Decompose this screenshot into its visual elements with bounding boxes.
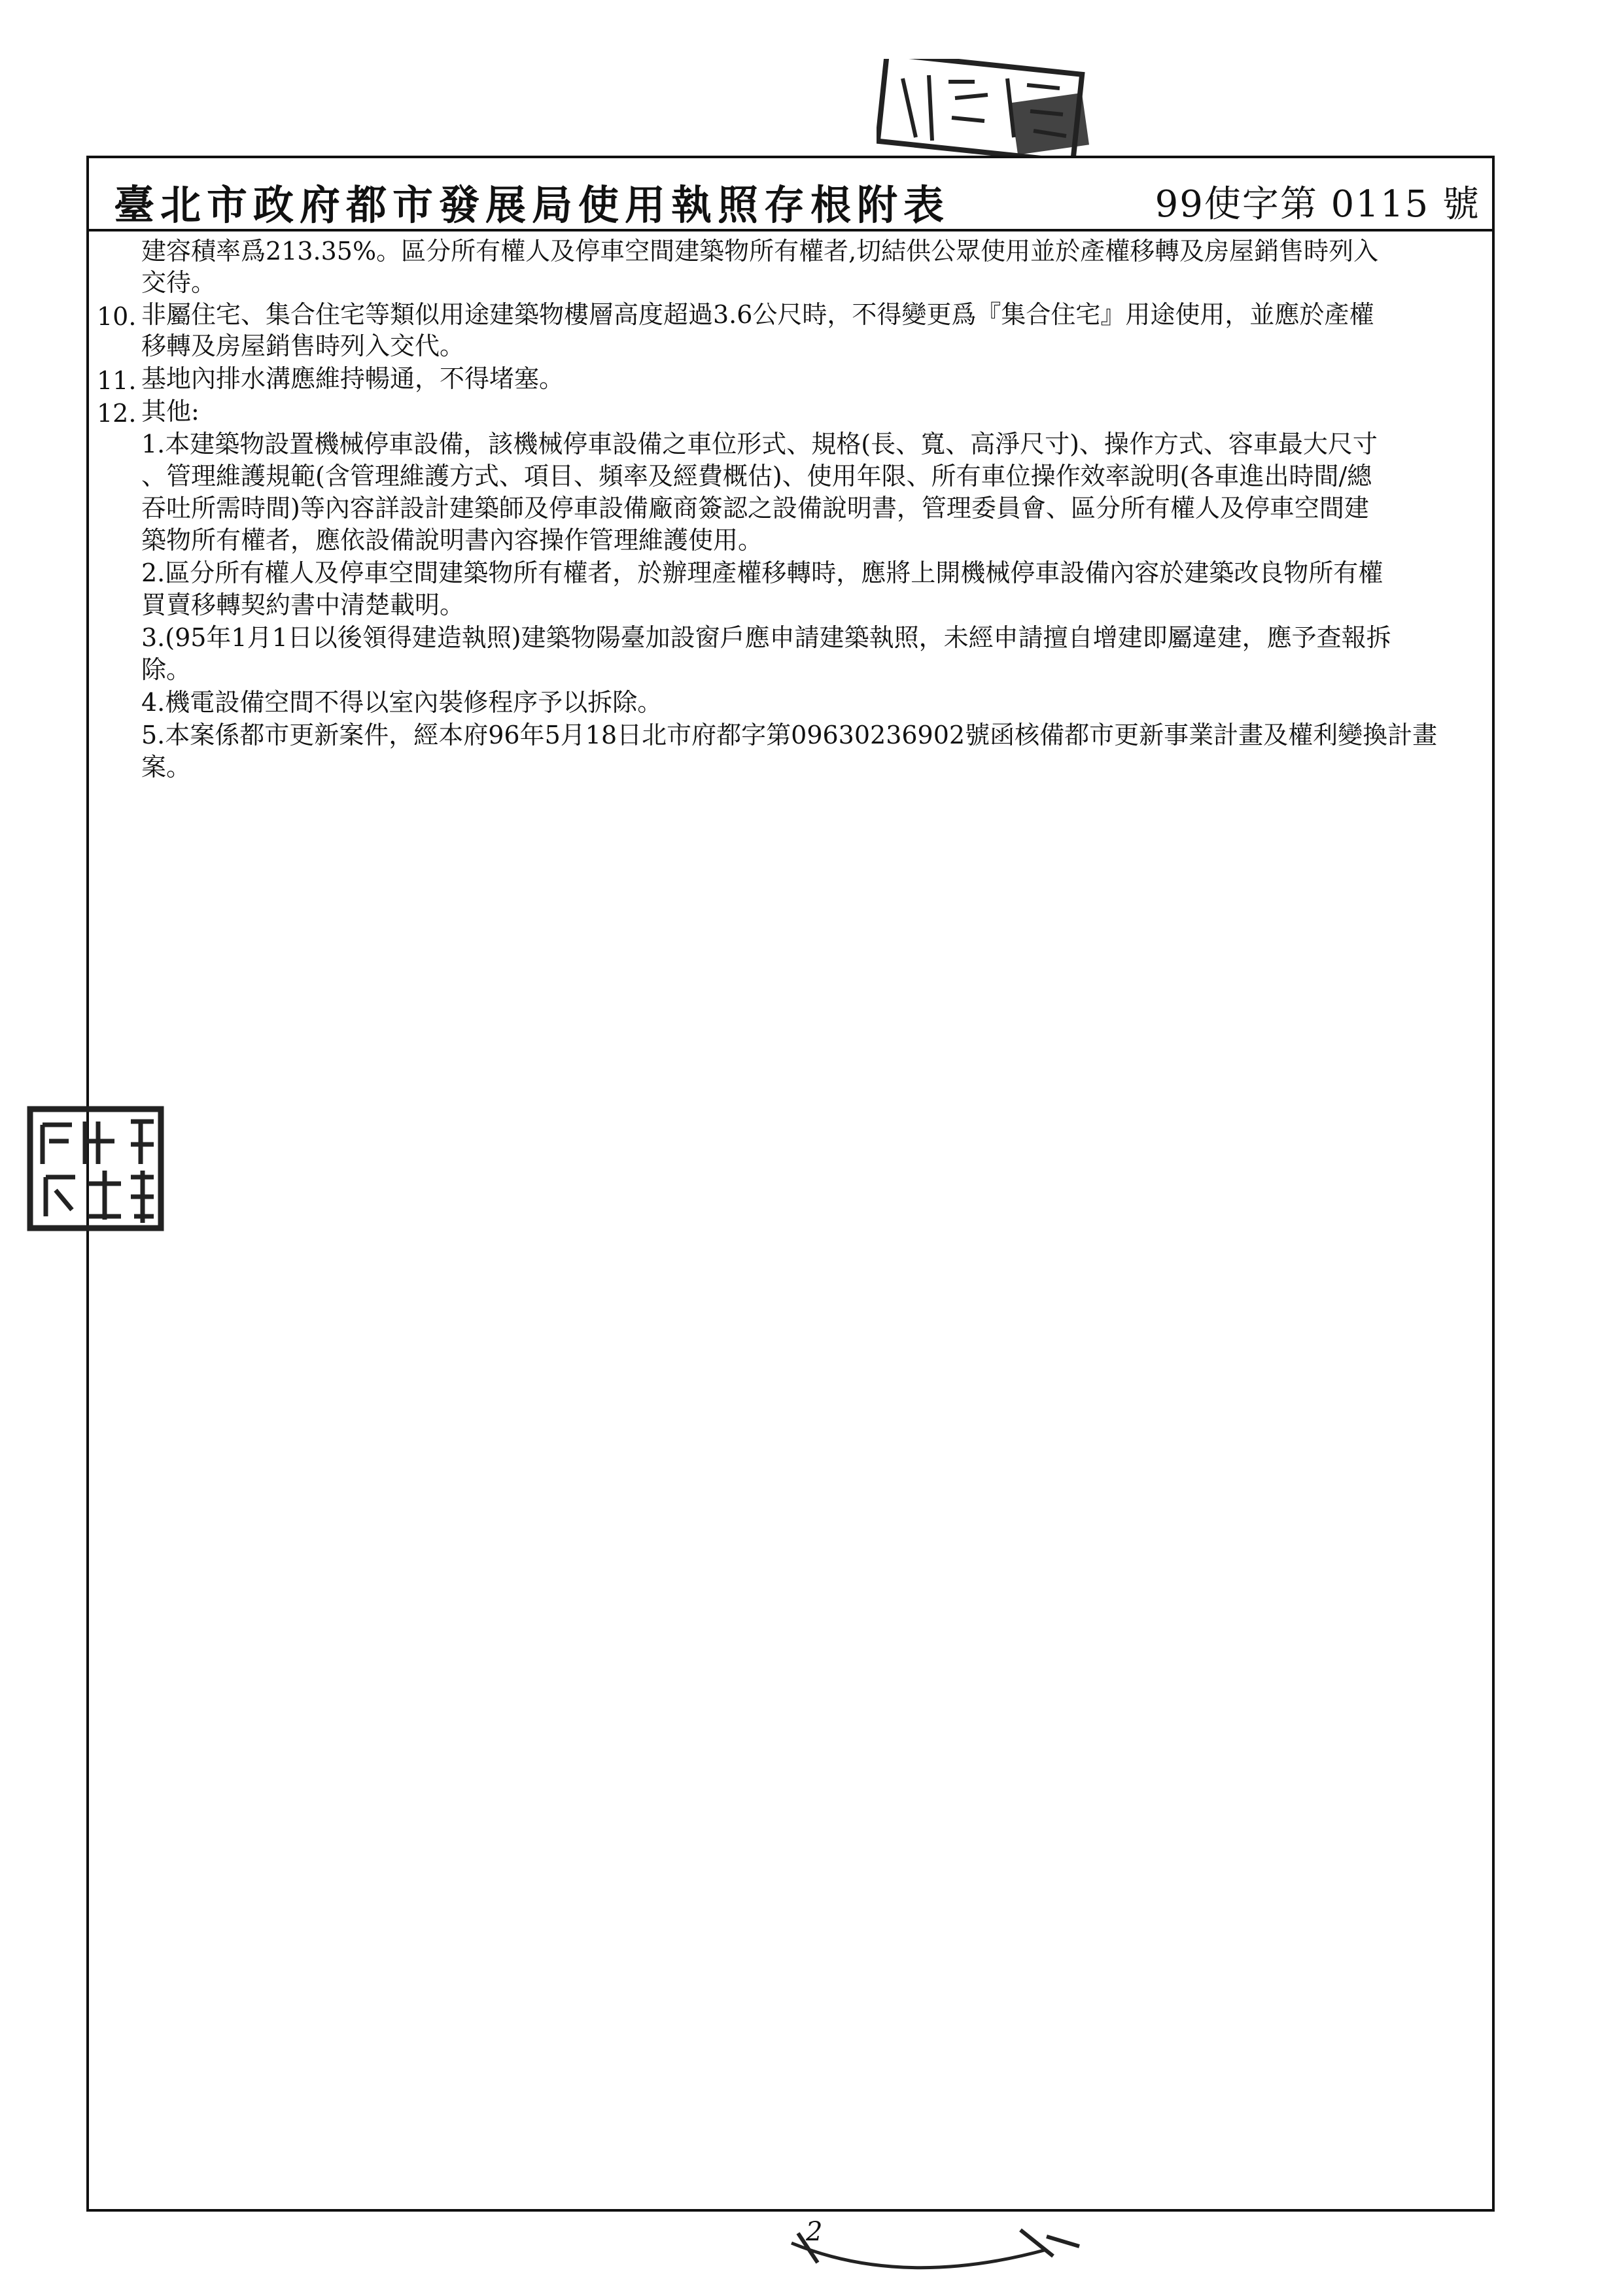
paragraph-line: 除。 [141,655,192,684]
paragraph-line: 買賣移轉契約書中清楚載明。 [141,591,465,619]
paragraph-line: 5.本案係都市更新案件，經本府96年5月18日北市府都字第09630236902號函核備都市更新事業計畫及權利變換計畫 [141,721,1438,749]
paragraph-line: 非屬住宅、集合住宅等類似用途建築物樓層高度超過3.6公尺時，不得變更爲『集合住宅』用途使用，並應於產權 [141,300,1374,329]
item-number: 12. [97,399,137,428]
seal-stamp-top-icon [877,59,1092,157]
paragraph-line: 1.本建築物設置機械停車設備，該機械停車設備之車位形式、規格(長、寬、高淨尺寸)、操作方式、容車最大尺寸 [141,430,1378,458]
paragraph-line: 吞吐所需時間)等內容詳設計建築師及停車設備廠商簽認之設備說明書，管理委員會、區分所有權人及停車空間建 [141,494,1369,523]
paragraph-line: 4.機電設備空間不得以室內裝修程序予以拆除。 [141,688,663,717]
paragraph-line: 移轉及房屋銷售時列入交代。 [141,332,465,360]
paragraph-line: 交待。 [141,268,217,297]
paragraph-line: 3.(95年1月1日以後領得建造執照)建築物陽臺加設窗戶應申請建築執照，未經申請擅自增建即屬違建，應予查報拆 [141,623,1391,652]
page-number-mark [772,2217,1112,2293]
paragraph-line: 基地內排水溝應維持暢通，不得堵塞。 [141,364,565,393]
page-mark-stroke-icon [772,2217,1112,2293]
paragraph-line: 建容積率爲213.35%。區分所有權人及停車空間建築物所有權者,切結供公眾使用並於產權移轉及房屋銷售時列入 [141,237,1379,266]
item-number: 11. [97,366,137,395]
paragraph-line: 案。 [141,753,192,781]
form-header [89,158,1492,231]
seal-stamp-left-icon [26,1105,167,1233]
paragraph-line: 、管理維護規範(含管理維護方式、項目、頻率及經費概估)、使用年限、所有車位操作效率說明(各車進出時間/總 [141,462,1372,490]
page-number: 2 [806,2217,823,2247]
paragraph-line: 其他: [141,397,200,426]
form-title: 臺北市政府都市發展局使用執照存根附表 [114,181,950,229]
paragraph-line: 2.區分所有權人及停車空間建築物所有權者，於辦理產權移轉時，應將上開機械停車設備內容於建築改良物所有權 [141,558,1383,587]
item-number: 10. [97,302,137,331]
form-frame [86,156,1495,2212]
permit-number: 99使字第 0115 號 [1155,183,1480,226]
paragraph-line: 築物所有權者，應依設備說明書內容操作管理維護使用。 [141,526,763,555]
